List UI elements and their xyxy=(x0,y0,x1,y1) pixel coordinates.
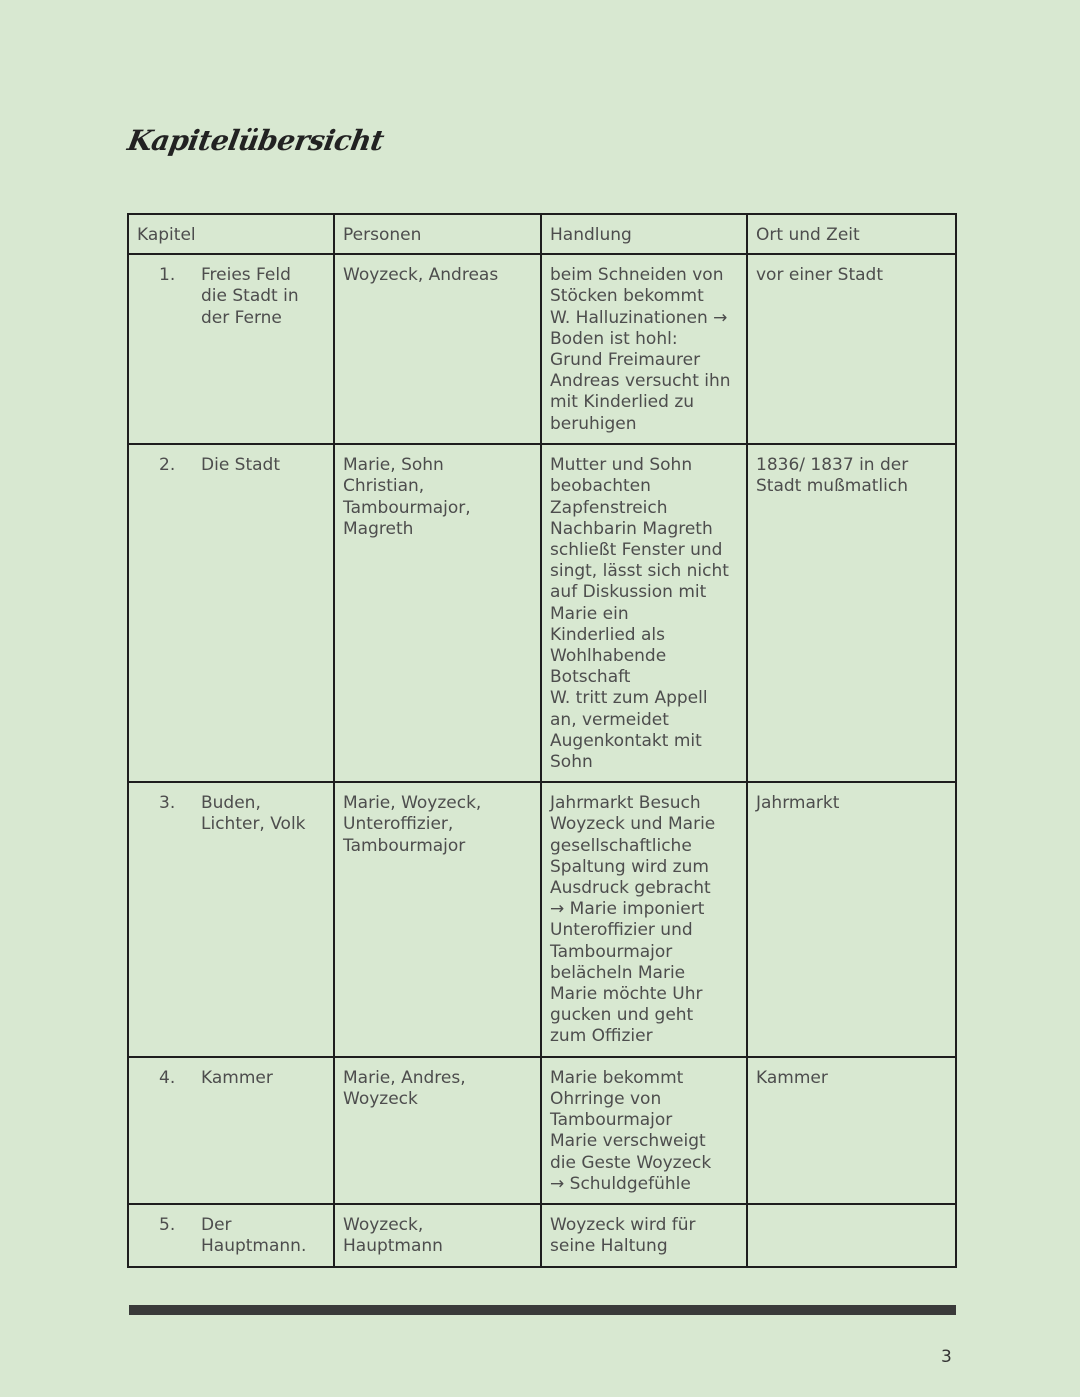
persons-cell: Woyzeck, Hauptmann xyxy=(334,1204,541,1267)
chapter-name: Freies Feld die Stadt in der Ferne xyxy=(201,265,299,328)
chapter-cell xyxy=(128,1057,334,1204)
place-time-cell xyxy=(747,1204,956,1267)
header-handlung: Handlung xyxy=(541,214,747,254)
chapter-number: 2. xyxy=(159,455,176,476)
action-cell: Jahrmarkt Besuch Woyzeck und Marie gesellschaftliche Spaltung wird zum Ausdruck gebracht → Marie imponiert Unteroffizier und Tambourmajor belächeln Marie Marie möchte Uhr gucken und geht zum Offizier xyxy=(541,782,747,1056)
action-cell: Marie bekommt Ohrringe von Tambourmajor Marie verschweigt die Geste Woyzeck → Schuldgefühle xyxy=(541,1057,747,1204)
persons-cell: Marie, Woyzeck, Unteroffizier, Tambourmajor xyxy=(334,782,541,1056)
chapter-number: 1. xyxy=(159,265,176,286)
chapter-name: Die Stadt xyxy=(201,455,281,476)
action-cell: Mutter und Sohn beobachten Zapfenstreich Nachbarin Magreth schließt Fenster und singt, lässt sich nicht auf Diskussion mit Marie ein Kinderlied als Wohlhabende Botschaft W. tritt zum Appell an, vermeidet Augenkontakt mit Sohn xyxy=(541,444,747,782)
chapter-name: Buden, Lichter, Volk xyxy=(201,793,306,835)
header-kapitel: Kapitel xyxy=(128,214,334,254)
chapter-number: 5. xyxy=(159,1214,176,1235)
action-cell: beim Schneiden von Stöcken bekommt W. Halluzinationen → Boden ist hohl: Grund Freimaurer Andreas versucht ihn mit Kinderlied zu beruhigen xyxy=(541,254,747,444)
table-header-row xyxy=(128,214,956,254)
table-row xyxy=(128,1204,956,1267)
chapter-cell xyxy=(128,1204,334,1267)
header-ort-und-zeit: Ort und Zeit xyxy=(747,214,956,254)
place-time-cell: Kammer xyxy=(747,1057,956,1204)
table-row xyxy=(128,254,956,444)
place-time-cell: Jahrmarkt xyxy=(747,782,956,1056)
chapter-name: Der Hauptmann. xyxy=(201,1214,307,1257)
chapter-number: 3. xyxy=(159,793,176,814)
action-cell: Woyzeck wird für seine Haltung xyxy=(541,1204,747,1267)
chapter-overview-table xyxy=(127,213,957,1268)
chapter-name: Kammer xyxy=(201,1067,273,1088)
chapter-cell xyxy=(128,254,334,444)
footer-divider xyxy=(129,1305,956,1315)
table-row xyxy=(128,444,956,782)
persons-cell: Marie, Sohn Christian, Tambourmajor, Magreth xyxy=(334,444,541,782)
place-time-cell: 1836/ 1837 in der Stadt mußmatlich xyxy=(747,444,956,782)
place-time-cell: vor einer Stadt xyxy=(747,254,956,444)
chapter-number: 4. xyxy=(159,1067,176,1088)
page-number: 3 xyxy=(941,1347,952,1367)
chapter-cell xyxy=(128,444,334,782)
table-row xyxy=(128,1057,956,1204)
page-title: Kapitelübersicht xyxy=(125,124,387,157)
persons-cell: Woyzeck, Andreas xyxy=(334,254,541,444)
persons-cell: Marie, Andres, Woyzeck xyxy=(334,1057,541,1204)
table-row xyxy=(128,782,956,1056)
chapter-cell xyxy=(128,782,334,1056)
header-personen: Personen xyxy=(334,214,541,254)
